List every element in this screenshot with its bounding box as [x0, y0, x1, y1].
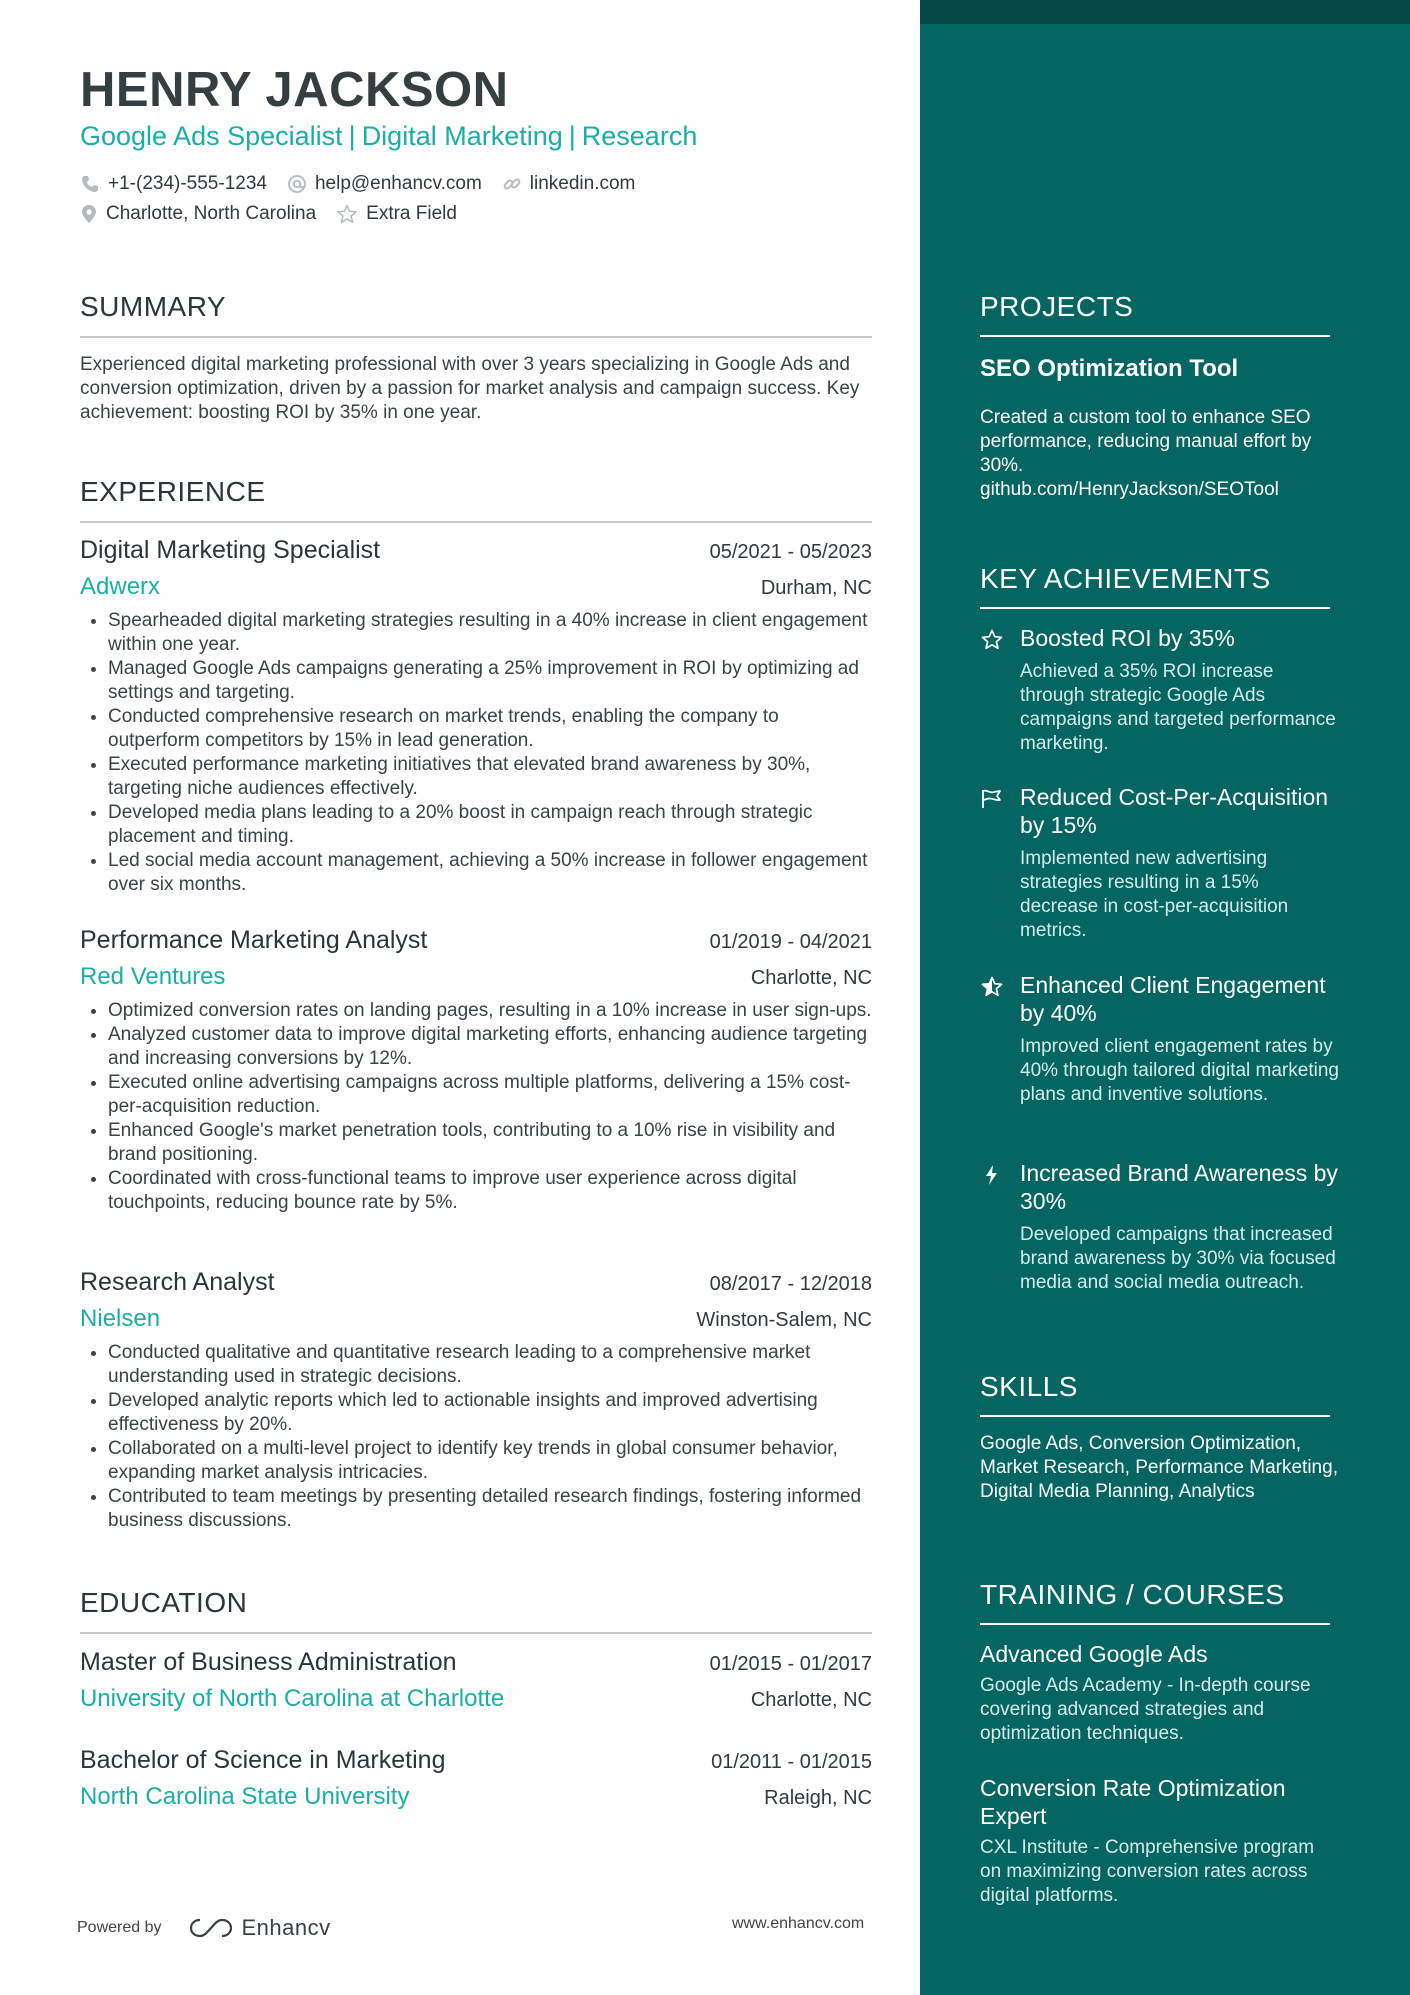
achievement-title: Boosted ROI by 35% [1020, 625, 1235, 651]
headline [80, 121, 697, 152]
phone-text: +1-(234)-555-1234 [108, 173, 267, 194]
job-location: Charlotte, NC [750, 967, 872, 989]
course-item [980, 1774, 1330, 1908]
footer-url[interactable]: www.enhancv.com [732, 1915, 865, 1932]
achievement-item [980, 624, 1340, 756]
job-dates: 05/2021 - 05/2023 [709, 541, 872, 563]
enhancv-logo-icon [188, 1916, 234, 1940]
course-description: Google Ads Academy - In-depth course covering advanced strategies and optimization techniques. [980, 1675, 1311, 1744]
star-outline-icon [980, 628, 1004, 652]
job-entry [80, 536, 872, 897]
job-role: Research Analyst [80, 1268, 275, 1296]
website-text: linkedin.com [529, 173, 636, 194]
achievement-title: Enhanced Client Engagement by 40% [1020, 972, 1326, 1026]
flag-icon [980, 787, 1004, 811]
job-company: Nielsen [80, 1305, 161, 1332]
job-bullet: • Spearheaded digital marketing strategies resulting in a 40% increase in client engagement within one year. [108, 609, 872, 657]
contact-location [80, 203, 316, 225]
headline-part: Digital Marketing [361, 121, 563, 151]
job-bullet: • Led social media account management, achieving a 50% increase in follower engagement over six months. [108, 849, 872, 897]
job-bullet: • Developed analytic reports which led to actionable insights and improved advertising effectiveness by 20%. [108, 1389, 872, 1437]
location-pin-icon [80, 204, 98, 224]
course-title: Advanced Google Ads [980, 1641, 1208, 1667]
job-bullet: • Conducted qualitative and quantitative research leading to a comprehensive market understanding used in strategic decisions. [108, 1341, 872, 1389]
job-bullet: • Enhanced Google's market penetration tools, contributing to a 10% rise in visibility and brand positioning. [108, 1119, 872, 1167]
summary-text: Experienced digital marketing professional with over 3 years specializing in Google Ads and conversion optimization, driven by a passion for market analysis and campaign success. Key achievement: boosting ROI by 35% in one year. [80, 354, 860, 423]
job-entry [80, 1268, 872, 1533]
achievement-title: Increased Brand Awareness by 30% [1020, 1160, 1338, 1214]
job-company: Adwerx [80, 573, 161, 600]
headline-separator: | [348, 121, 356, 151]
job-bullet: • Collaborated on a multi-level project to identify key trends in global consumer behavior, expanding market analysis intricacies. [108, 1437, 872, 1485]
edu-dates: 01/2011 - 01/2015 [711, 1751, 872, 1773]
achievement-description: Achieved a 35% ROI increase through strategic Google Ads campaigns and targeted performance marketing. [1020, 661, 1336, 754]
at-icon [287, 174, 307, 194]
training-heading: TRAINING / COURSES [980, 1579, 1330, 1625]
project-description [980, 406, 1330, 502]
edu-location: Charlotte, NC [750, 1689, 872, 1711]
job-bullets [80, 999, 872, 1215]
achievement-description: Implemented new advertising strategies resulting in a 15% decrease in cost-per-acquisition metrics. [1020, 848, 1289, 941]
phone-icon [80, 174, 100, 194]
course-title: Conversion Rate Optimization Expert [980, 1775, 1286, 1829]
edu-degree: Master of Business Administration [80, 1648, 457, 1676]
achievements-heading: KEY ACHIEVEMENTS [980, 563, 1330, 609]
achievement-title: Reduced Cost-Per-Acquisition by 15% [1020, 784, 1329, 838]
job-role: Digital Marketing Specialist [80, 536, 381, 564]
job-bullet: • Executed performance marketing initiatives that elevated brand awareness by 30%, targeting niche audiences effectively. [108, 753, 872, 801]
headline-part: Research [581, 121, 698, 151]
achievement-item [980, 783, 1340, 943]
star-outline-icon [336, 204, 358, 224]
contact-website[interactable] [502, 173, 636, 195]
job-bullet: • Optimized conversion rates on landing pages, resulting in a 10% increase in user sign-ups. [108, 999, 872, 1023]
achievement-item [980, 1159, 1340, 1295]
job-bullets [80, 609, 872, 897]
job-dates: 08/2017 - 12/2018 [709, 1273, 872, 1295]
contact-extra [336, 203, 457, 225]
job-bullet: • Executed online advertising campaigns across multiple platforms, delivering a 15% cost-per-acquisition reduction. [108, 1071, 872, 1119]
edu-school: University of North Carolina at Charlotte [80, 1685, 505, 1712]
lightning-icon [980, 1163, 1004, 1187]
job-bullet: • Managed Google Ads campaigns generating a 25% improvement in ROI by optimizing ad settings and targeting. [108, 657, 872, 705]
job-dates: 01/2019 - 04/2021 [709, 931, 872, 953]
skills-text: Google Ads, Conversion Optimization, Market Research, Performance Marketing, Digital Media Planning, Analytics [980, 1433, 1338, 1502]
projects-heading: PROJECTS [980, 291, 1330, 337]
experience-heading: EXPERIENCE [80, 476, 872, 523]
summary-heading: SUMMARY [80, 291, 872, 338]
achievement-item [980, 971, 1340, 1107]
achievement-description: Improved client engagement rates by 40% through tailored digital marketing plans and inventive solutions. [1020, 1036, 1339, 1105]
skills-heading: SKILLS [980, 1371, 1330, 1417]
contact-row-2 [80, 203, 477, 225]
contact-email[interactable] [287, 173, 482, 195]
edu-degree: Bachelor of Science in Marketing [80, 1746, 446, 1774]
job-location: Winston-Salem, NC [696, 1309, 872, 1331]
education-entry [80, 1746, 872, 1811]
edu-location: Raleigh, NC [764, 1787, 872, 1809]
course-description: CXL Institute - Comprehensive program on maximizing conversion rates across digital platforms. [980, 1837, 1315, 1906]
job-bullet: • Coordinated with cross-functional teams to improve user experience across digital touchpoints, reducing bounce rate by 5%. [108, 1167, 872, 1215]
headline-separator: | [568, 121, 576, 151]
job-location: Durham, NC [760, 577, 872, 599]
education-heading: EDUCATION [80, 1587, 872, 1634]
project-link[interactable]: github.com/HenryJackson/SEOTool [980, 479, 1279, 500]
extra-text: Extra Field [366, 203, 457, 224]
job-bullet: • Conducted comprehensive research on market trends, enabling the company to outperform competitors by 15% in lead generation. [108, 705, 872, 753]
job-bullet: • Contributed to team meetings by presenting detailed research findings, fostering informed business discussions. [108, 1485, 872, 1533]
edu-school: North Carolina State University [80, 1783, 410, 1810]
contact-phone[interactable] [80, 173, 267, 195]
link-icon [502, 174, 522, 194]
contact-row-1 [80, 173, 655, 195]
edu-dates: 01/2015 - 01/2017 [709, 1653, 872, 1675]
job-bullet: • Analyzed customer data to improve digital marketing efforts, enhancing audience targeting and increasing conversions by 12%. [108, 1023, 872, 1071]
education-entry [80, 1648, 872, 1713]
job-company: Red Ventures [80, 963, 226, 990]
powered-by [77, 1915, 331, 1941]
project-title: SEO Optimization Tool [980, 355, 1239, 382]
candidate-name: HENRY JACKSON [80, 63, 509, 117]
job-role: Performance Marketing Analyst [80, 926, 428, 954]
sidebar-top-bar [920, 0, 1410, 24]
email-text: help@enhancv.com [314, 173, 482, 194]
job-bullets [80, 1341, 872, 1533]
course-item [980, 1640, 1330, 1746]
powered-by-label: Powered by [77, 1919, 162, 1936]
enhancv-brand: Enhancv [241, 1915, 331, 1940]
headline-part: Google Ads Specialist [80, 121, 343, 151]
job-entry [80, 926, 872, 1215]
location-text: Charlotte, North Carolina [106, 203, 317, 224]
half-star-icon [980, 975, 1004, 999]
project-description-text: Created a custom tool to enhance SEO performance, reducing manual effort by 30%. [980, 407, 1312, 476]
job-bullet: • Developed media plans leading to a 20% boost in campaign reach through strategic placement and timing. [108, 801, 872, 849]
achievement-description: Developed campaigns that increased brand awareness by 30% via focused media and social media outreach. [1020, 1224, 1336, 1293]
